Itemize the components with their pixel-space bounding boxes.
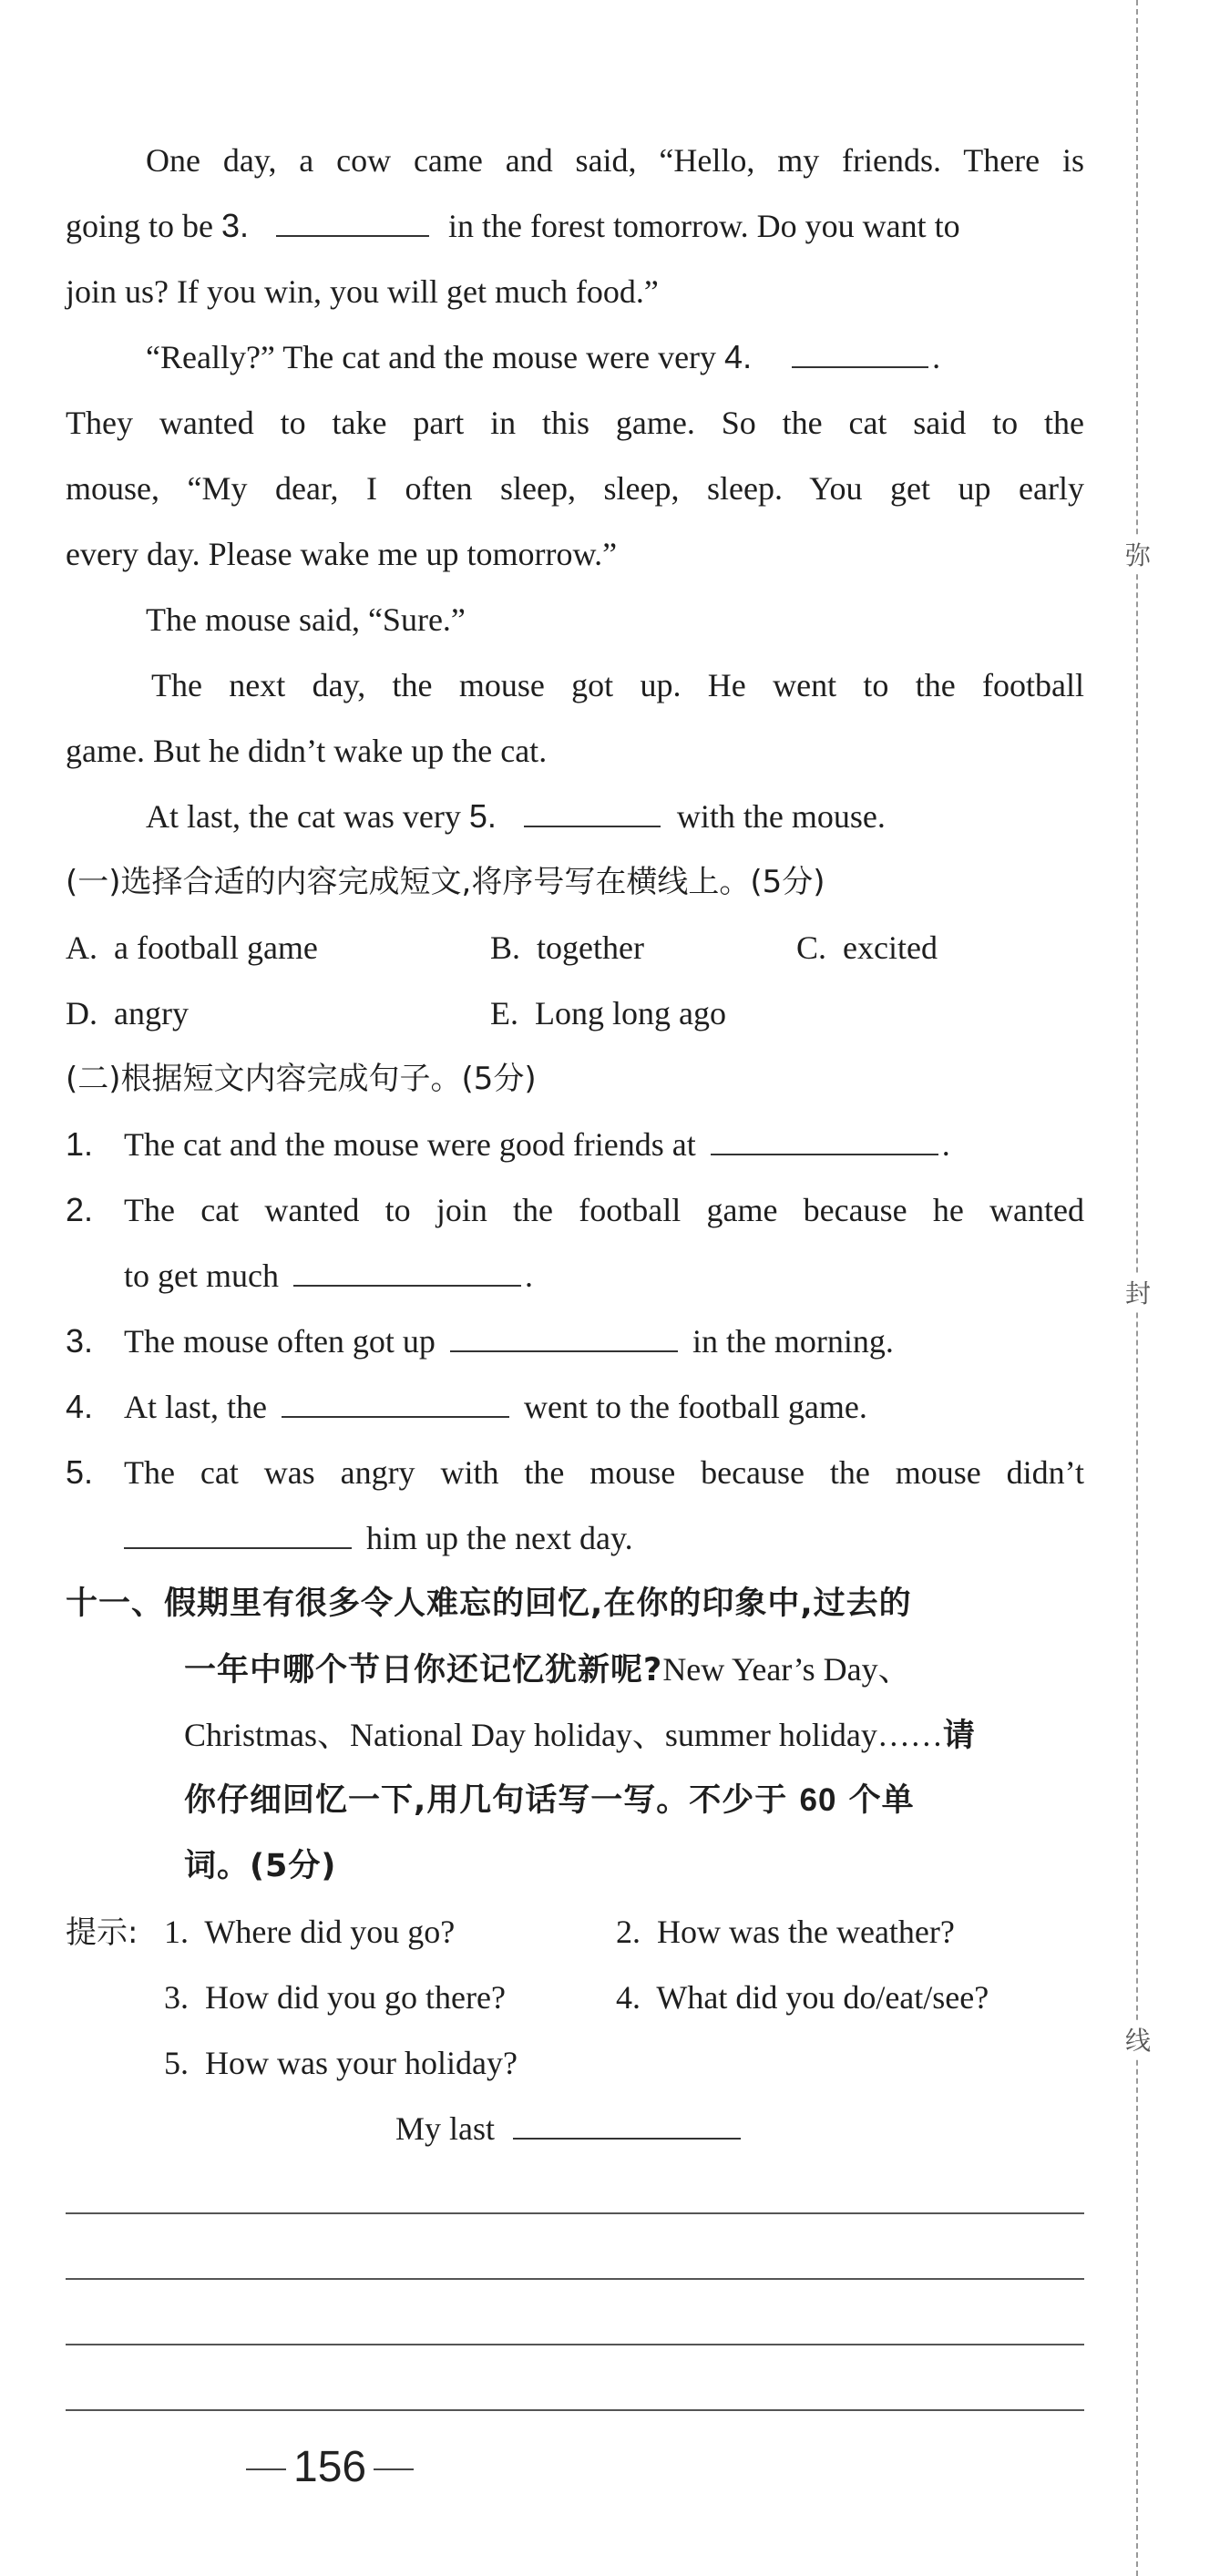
story-line: One day, a cow came and said, “Hello, my friends. There is: [146, 142, 1084, 179]
answer-blank-2[interactable]: [293, 1257, 521, 1287]
margin-mark-mi: 弥: [1124, 538, 1152, 574]
blank-3[interactable]: [276, 208, 429, 237]
section11-line5: 词。(5分): [184, 1848, 337, 1884]
option-b: B. together: [490, 929, 644, 966]
story-line: “Really?” The cat and the mouse were very 4. .: [146, 338, 941, 375]
question-5: 5. The cat was angry with the mouse because the mouse didn’t: [66, 1453, 1084, 1491]
question-2: 2. The cat wanted to join the football game because he wanted: [66, 1191, 1084, 1228]
writing-line[interactable]: [66, 2344, 1084, 2345]
question-2-cont: to get much .: [124, 1257, 533, 1294]
section11-line2: 一年中哪个节日你还记忆犹新呢?New Year’s Day、: [184, 1651, 911, 1688]
story-line: going to be 3. in the forest tomorrow. Do you want to: [66, 207, 960, 244]
hint-1: 1. Where did you go?: [164, 1914, 456, 1950]
margin-mark-feng: 封: [1124, 1276, 1152, 1312]
story-line: They wanted to take part in this game. So the cat said to the: [66, 405, 1084, 441]
story-line: At last, the cat was very 5. with the mouse.: [146, 797, 886, 835]
story-line: every day. Please wake me up tomorrow.”: [66, 536, 618, 572]
blank-4[interactable]: [792, 339, 928, 368]
margin-mark-xian: 线: [1124, 2023, 1152, 2059]
title-blank[interactable]: [513, 2110, 741, 2140]
answer-blank-1[interactable]: [711, 1126, 938, 1155]
option-c: C. excited: [796, 929, 938, 966]
option-d: D. angry: [66, 995, 189, 1031]
writing-line[interactable]: [66, 2212, 1084, 2214]
hint-4: 4. What did you do/eat/see?: [616, 1979, 989, 2016]
question-4: 4. At last, the went to the football game.: [66, 1388, 867, 1425]
writing-line[interactable]: [66, 2278, 1084, 2280]
option-a: A. a football game: [66, 929, 318, 966]
hint-3: 3. How did you go there?: [164, 1979, 506, 2016]
story-line: join us? If you win, you will get much food.”: [66, 273, 659, 310]
question-5-cont: him up the next day.: [66, 1516, 1084, 1560]
question-3: 3. The mouse often got up in the morning.: [66, 1322, 894, 1360]
section11-line4: 你仔细回忆一下,用几句话写一写。不少于 60 个单: [184, 1782, 915, 1819]
part1-title: (一)选择合适的内容完成短文,将序号写在横线上。(5分): [66, 864, 825, 900]
answer-blank-4[interactable]: [282, 1389, 509, 1418]
hint-2: 2. How was the weather?: [616, 1914, 955, 1950]
blank-5[interactable]: [524, 798, 661, 827]
composition-title: My last: [395, 2107, 752, 2150]
story-line: The next day, the mouse got up. He went to the football: [151, 667, 1084, 703]
part2-title: (二)根据短文内容完成句子。(5分): [66, 1061, 537, 1097]
page-number: 156: [239, 2442, 421, 2492]
answer-blank-3[interactable]: [450, 1323, 678, 1352]
story-line: mouse, “My dear, I often sleep, sleep, sleep. You get up early: [66, 470, 1084, 507]
section11-line1: 十一、假期里有很多令人难忘的回忆,在你的印象中,过去的: [66, 1586, 912, 1622]
question-1: 1. The cat and the mouse were good friends at .: [66, 1125, 950, 1163]
writing-line[interactable]: [66, 2409, 1084, 2411]
hint-5: 5. How was your holiday?: [164, 2045, 518, 2081]
hints-label: 提示:: [66, 1914, 138, 1951]
story-line: The mouse said, “Sure.”: [146, 601, 466, 638]
story-line: game. But he didn’t wake up the cat.: [66, 733, 548, 769]
section11-line3: Christmas、National Day holiday、summer holiday……请: [184, 1717, 976, 1754]
answer-blank-5[interactable]: [124, 1520, 352, 1549]
option-e: E. Long long ago: [490, 995, 726, 1031]
